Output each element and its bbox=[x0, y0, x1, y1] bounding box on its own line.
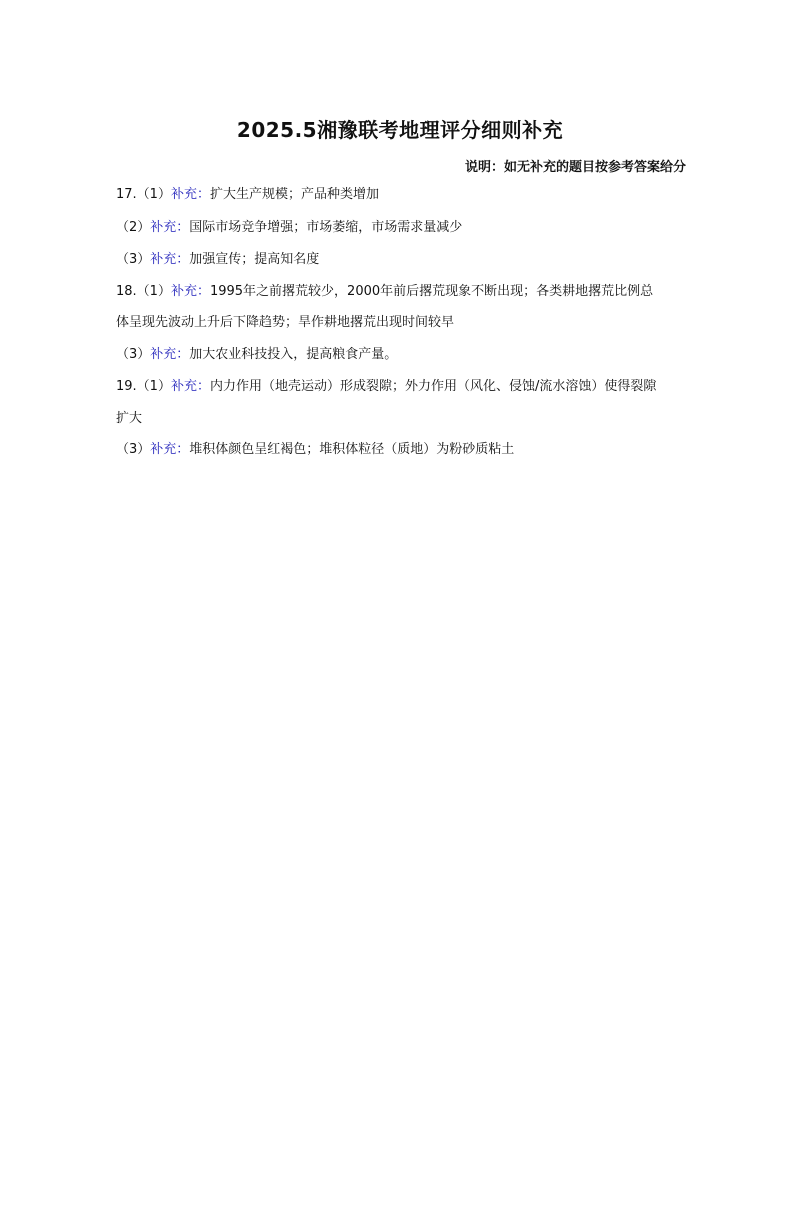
question-number: （3） bbox=[116, 347, 151, 362]
supplement-tag: 补充： bbox=[150, 252, 190, 267]
supplement-tag: 补充： bbox=[170, 379, 210, 394]
answer-line-17-2 bbox=[116, 219, 690, 237]
answer-line-17-1 bbox=[116, 186, 690, 204]
document-note: 说明：如无补充的题目按参考答案给分 bbox=[464, 160, 686, 175]
answer-line-18-1-continued bbox=[116, 314, 690, 332]
question-number: 19.（1） bbox=[116, 379, 171, 394]
answer-text: 体呈现先波动上升后下降趋势；旱作耕地撂荒出现时间较早 bbox=[116, 315, 455, 330]
answer-line-19-3 bbox=[116, 441, 690, 459]
answer-text: 扩大 bbox=[116, 411, 143, 426]
answer-text: 国际市场竞争增强；市场萎缩，市场需求量减少 bbox=[189, 220, 463, 235]
answer-line-17-3 bbox=[116, 251, 690, 269]
answer-line-19-1-continued bbox=[116, 410, 690, 428]
answer-text: 1995年之前撂荒较少，2000年前后撂荒现象不断出现；各类耕地撂荒比例总 bbox=[209, 284, 654, 299]
answer-line-19-1 bbox=[116, 378, 690, 396]
supplement-tag: 补充： bbox=[170, 187, 210, 202]
supplement-tag: 补充： bbox=[150, 220, 190, 235]
question-number: （3） bbox=[116, 252, 151, 267]
answer-line-18-1 bbox=[116, 283, 690, 301]
answer-line-18-3 bbox=[116, 346, 690, 364]
question-number: 17.（1） bbox=[116, 187, 171, 202]
document-title: 2025.5湘豫联考地理评分细则补充 bbox=[236, 118, 564, 142]
answer-text: 加大农业科技投入，提高粮食产量。 bbox=[189, 347, 398, 362]
question-number: （2） bbox=[116, 220, 151, 235]
answer-text: 内力作用（地壳运动）形成裂隙；外力作用（风化、侵蚀/流水溶蚀）使得裂隙 bbox=[209, 379, 657, 394]
supplement-tag: 补充： bbox=[150, 347, 190, 362]
question-number: 18.（1） bbox=[116, 284, 171, 299]
supplement-tag: 补充： bbox=[170, 284, 210, 299]
supplement-tag: 补充： bbox=[150, 442, 190, 457]
answer-text: 加强宣传；提高知名度 bbox=[189, 252, 320, 267]
answer-text: 堆积体颜色呈红褐色；堆积体粒径（质地）为粉砂质粘土 bbox=[189, 442, 515, 457]
answer-text: 扩大生产规模；产品种类增加 bbox=[209, 187, 379, 202]
question-number: （3） bbox=[116, 442, 151, 457]
